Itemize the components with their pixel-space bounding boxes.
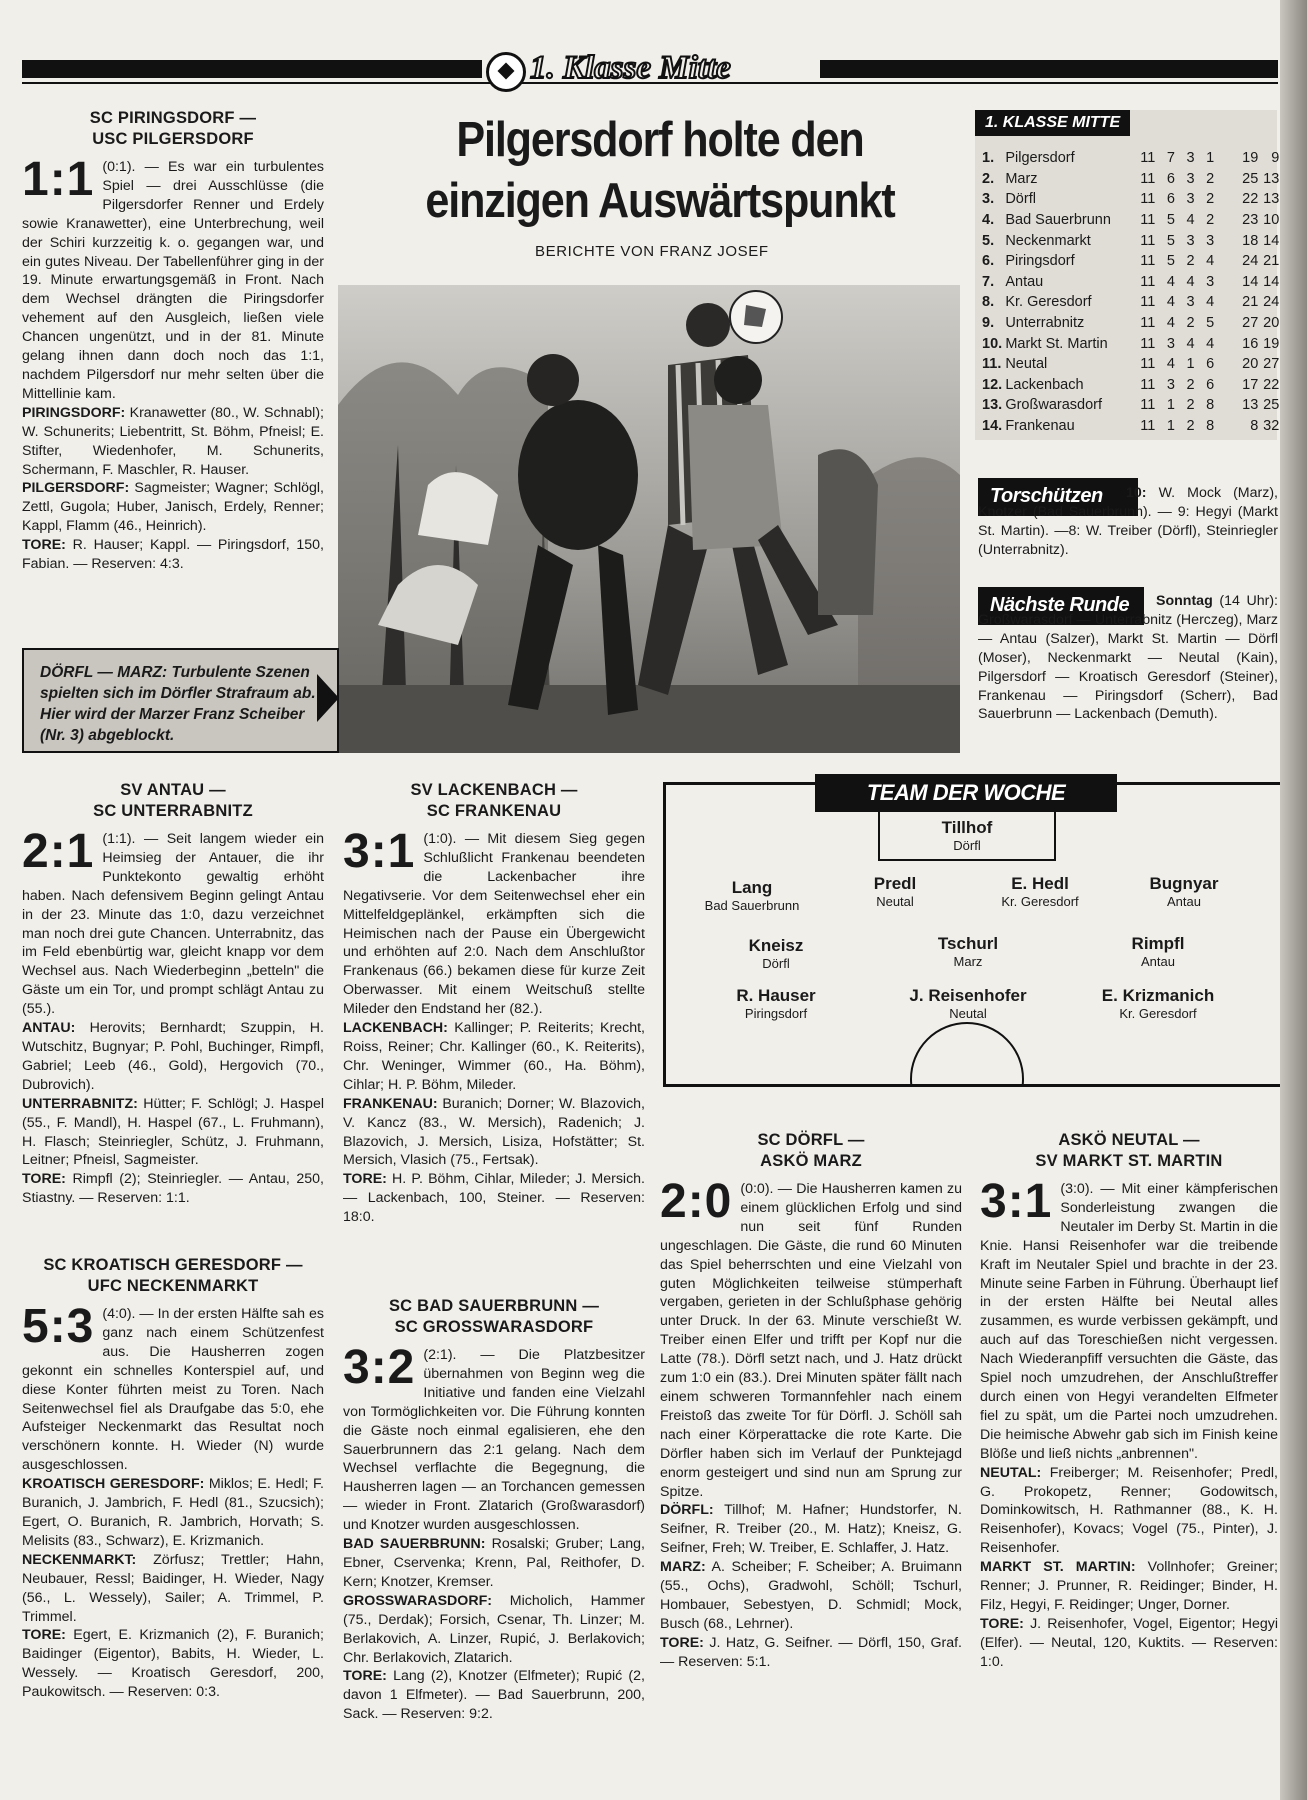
byline: BERICHTE VON FRANZ JOSEF [535,243,769,260]
standings-cell: 20 [1242,356,1259,373]
game-score: 2:1 [22,825,95,878]
standings-team: Neckenmarkt [1005,232,1091,249]
standings-cell: 3. [982,191,995,208]
lineup-away: Hütter; F. Schlögl; J. Haspel (55., F. Mandl), H. Haspel (67., L. Fruhmann), H. Flasch; Steinriegler, Schütz, J. Fruhmann, Leitner; Pfneisl, Sagmeister. [22,1095,324,1169]
standings-team: Pilgersdorf [1005,150,1075,167]
next-round-lead: Sonntag [1156,593,1213,609]
team-player: Tillhof Dörfl [941,818,993,853]
standings-cell: 3 [1206,273,1215,290]
goals-text: H. P. Böhm, Cihlar, Mileder; J. Mersich. — Lackenbach, 100, Steiner. — Reserven: 18:0. [343,1171,645,1226]
standings-cell: 9. [982,315,995,332]
standings-team: Piringsdorf [1005,253,1075,270]
scorers-text: W. Mock (Marz), Knotzer (Bad Sauerbrunn). — 9: Hegyi (Markt St. Martin). —8: W. Treiber (Dörfl), Steinriegler (Unterrabnitz). [978,485,1278,558]
game-title-home: SV LACKENBACH — [410,781,578,799]
standings-cell: 24 [1242,253,1259,270]
standings-row [982,251,1307,272]
lineup-home: Kallinger; P. Reiterits; Krecht, Roiss, Reiner; Chr. Kallinger (60., K. Reiterits), Chr. Weninger, Wimmer (60., Ha. Böhm), Cihlar; H. P. Böhm, Mileder. [343,1020,645,1093]
standings-cell: 11 [1140,397,1156,414]
standings-cell: 27 [1242,315,1259,332]
standings-team: Markt St. Martin [1005,335,1108,352]
standings-cell: 6 [1206,376,1215,393]
standings-cell: 4 [1206,294,1215,311]
lineup-away-label: MARKT ST. MARTIN: [980,1559,1136,1576]
standings-row [982,292,1307,313]
lineup-home: Rosalski; Gruber; Lang, Ebner, Cservenka; Krenn, Pal, Reithofer, D. Kern; Knotzer, Kremser. [343,1536,645,1590]
game-report-text: (4:0). — In der ersten Hälfte sah es ganz nach einem Schützenfest aus. Die Hausherren zogen gekonnt ein schnelles Konterspiel auf, und diese Konter führten meist zu Toren. Nach Seitenwechsel fiel als Draufgabe das 5:0, ehe Aufsteiger Neckenmarkt das Resultat noch verschönern konnte. H. Wieder (N) wurde ausgeschlossen. [22,1306,324,1474]
standings-cell: 11 [1140,170,1156,187]
lineup-home: Herovits; Bernhardt; Szuppin, H. Wutschitz, Bugnyar; P. Pohl, Buchinger, Rimpfl, Gabriel; Leeb (46., Gold), Hergovich (70., Dubrovich). [22,1020,324,1093]
standings-cell: 17 [1242,376,1259,393]
standings-cell: 4 [1166,356,1175,373]
game-title-away: SC FRANKENAU [426,802,562,820]
standings-cell: 3 [1186,232,1195,249]
standings-cell: 20 [1263,315,1280,332]
team-of-week-title: TEAM DER WOCHE [815,774,1117,812]
standings-cell: 11 [1140,418,1156,435]
standings-cell: 13 [1263,170,1280,187]
goals-label: TORE: [22,1627,66,1644]
photo-caption-box [22,648,339,753]
next-round-block [978,592,1278,724]
standings-cell: 2 [1206,191,1215,208]
standings-cell: 11 [1140,294,1156,311]
standings-cell: 8. [982,294,995,311]
standings-cell: 4. [982,212,995,229]
standings-team: Marz [1005,170,1038,187]
standings-cell: 11 [1140,356,1156,373]
standings-row [982,354,1307,375]
goals-text: Lang (2), Knotzer (Elfmeter); Rupić (2, davon 1 Elfmeter). — Bad Sauerbrunn, 200, Sack. — Reserven: 9:2. [343,1668,645,1723]
standings-cell: 1. [982,150,995,167]
standings-cell: 7 [1166,150,1175,167]
game-title-home: SC PIRINGSDORF — [89,109,257,127]
standings-row [982,416,1307,437]
section-title: 1. Klasse Mitte [530,50,731,86]
goals-label: TORE: [980,1615,1024,1632]
standings-cell: 4 [1166,273,1175,290]
standings-cell: 6 [1166,191,1175,208]
standings-cell: 2 [1186,418,1195,435]
standings-cell: 4 [1186,273,1195,290]
team-player: Lang Bad Sauerbrunn [704,878,800,913]
standings-cell: 16 [1242,335,1259,352]
standings-cell: 10. [982,335,1003,352]
scorers-label: Torschützen [978,478,1138,516]
goals-text: R. Hauser; Kappl. — Piringsdorf, 150, Fabian. — Reserven: 4:3. [22,537,324,573]
lineup-away: Buranich; Dorner; W. Blazovich, V. Kancz (83., W. Mersich), Radenich; J. Blazovich, J. Mersich, Lisiza, Hofstätter; St. Mersich, Vlasich (75., Fertsak). [343,1095,645,1169]
standings-cell: 5 [1166,232,1175,249]
football-icon [486,52,526,92]
match-photo [338,285,960,753]
goals-label: TORE: [660,1634,704,1651]
standings-team: Antau [1005,273,1044,290]
game-score: 3:1 [343,825,416,878]
standings-cell: 2 [1186,253,1195,270]
game-title-away: ASKÖ MARZ [760,1152,862,1170]
lineup-away-label: FRANKENAU: [343,1095,438,1112]
standings-cell: 5 [1166,212,1175,229]
standings-cell: 21 [1242,294,1259,311]
standings-cell: 32 [1263,418,1280,435]
game-title-home: SC BAD SAUERBRUNN — [388,1297,600,1315]
standings-row [982,230,1307,251]
standings-row [982,210,1307,231]
lineup-home-label: DÖRFL: [660,1502,714,1519]
standings-team: Lackenbach [1005,376,1084,393]
game-title-home: SV ANTAU — [120,781,226,799]
standings-cell: 23 [1242,212,1259,229]
game-report-piringsdorf-pilgersdorf [22,108,324,574]
standings-cell: 13. [982,397,1003,414]
lineup-away: Micholich, Hammer (75., Derdak); Forsich, Csenar, Th. Linzer; M. Berlakovich, A. Linzer, Rupić, J. Berlakovich; Chr. Berlakovich, Zlatarich. [343,1592,645,1666]
standings-cell: 6. [982,253,995,270]
standings-cell: 12. [982,376,1003,393]
standings-cell: 3 [1186,191,1195,208]
standings-cell: 2. [982,170,995,187]
scorers-block [978,484,1278,560]
standings-cell: 11. [982,356,1002,373]
standings-cell: 9 [1271,150,1280,167]
standings-cell: 3 [1186,170,1195,187]
game-report-text: (3:0). — Mit einer kämpferischen Sonderleistung zwangen die Neutaler im Derby St. Martin in die Knie. Hansi Reisenhofer war die treibende Kraft im Neutaler Spiel und brachte in der 23. Minute seine Farben in Führung. Überhaupt lief in der ersten Hälfte bei Neutal alles zusammen, es wurde verbissen gekämpft, und auch auf das Toreschießen nicht vergessen. Nach Wiederanpfiff versuchten die Gäste, das Spiel noch umzudrehen, der Anschlußtreffer durch einen von Hegyi verandelten Elfmeter fiel zu spät, um die Partei noch umzudrehen. Die heimische Abwehr gab sich im Finish keine Blöße und ließ nichts „anbrennen". [980,1181,1278,1462]
lineup-home-label: ANTAU: [22,1020,76,1037]
next-round-text: (14 Uhr): Großwarasdorf — Unterrabnitz (Herczeg), Marz — Antau (Salzer), Markt St. Martin — Dörfl (Moser), Neckenmarkt — Neutal (Kain), Pilgersdorf — Kroatisch Geresdorf (Steiner), Frankenau — Piringsdorf (Scherr), Bad Sauerbrunn — Lackenbach (Demuth). [978,593,1278,723]
center-circle-marking [908,1018,1028,1084]
standings-cell: 19 [1263,335,1280,352]
standings-cell: 11 [1140,212,1156,229]
standings-cell: 1 [1186,356,1195,373]
standings-cell: 1 [1206,150,1215,167]
goals-label: TORE: [22,537,66,554]
standings-cell: 6 [1206,356,1215,373]
standings-cell: 2 [1206,170,1215,187]
team-player: J. Reisenhofer Neutal [909,986,1027,1021]
game-score: 2:0 [660,1175,733,1228]
standings-cell: 11 [1140,232,1156,249]
game-report-text: (1:1). — Seit langem wieder ein Heimsieg der Antauer, die ihr Punktekonto gewaltig erhöht haben. Nach defensivem Beginn gelingt Antau in der 23. Minute das 1:0, dazu verzeichnet man noch drei gute Chancen. Unterrabnitz, das im Feld ebenbürtig war, gleicht knapp vor dem Wechsel aus. Nach Wiederbeginn „betteln" die Gäste um ein Tor, und prompt schlägt Antau zu (55.). [22,831,324,1018]
standings-cell: 1 [1166,418,1175,435]
standings-cell: 5 [1206,315,1215,332]
lineup-home: Freiberger; M. Reisenhofer; Predl, G. Prokopetz, Renner; Godowitsch, Dominkowitsch, H. Rathmanner (88., K. H. Reisenhofer), Kovacs; Vogel (75., Pinter), J. Reisenhofer. [980,1464,1278,1557]
lineup-away: Zörfusz; Trettler; Hahn, Neubauer, Ressl; Baidinger, H. Wieder, Nagy (56., L. Wessely), Sailer; A. Trimmel, P. Trimmel. [22,1551,324,1625]
game-title-away: SC UNTERRABNITZ [93,802,253,820]
game-title-home: ASKÖ NEUTAL — [1058,1131,1200,1149]
standings-team: Bad Sauerbrunn [1005,212,1111,229]
goals-label: TORE: [343,1171,387,1188]
game-title-away: SC GROSSWARASDORF [394,1318,594,1336]
game-score: 5:3 [22,1300,95,1353]
standings-cell: 27 [1263,356,1280,373]
team-player: Tschurl Marz [937,934,999,969]
lineup-away-label: GROSSWARASDORF: [343,1592,492,1609]
standings-cell: 13 [1263,191,1280,208]
banner-rule-left [22,60,482,78]
banner-rule-right [820,60,1278,78]
standings-cell: 2 [1186,315,1195,332]
standings-cell: 11 [1140,376,1156,393]
standings-cell: 6 [1166,170,1175,187]
standings-cell: 11 [1140,150,1156,167]
game-title-away: SV MARKT ST. MARTIN [1035,1152,1223,1170]
standings-table [982,148,1307,436]
standings-row [982,313,1307,334]
game-report-text: (0:1). — Es war ein turbulentes Spiel — drei Ausschlüsse (die Pilgersdorfer Renner und Erdely sowie Kranawetter), eine Unterbrechung, weil der Schiri kurzzeitig k. o. gegangen war, und ein gutes Niveau. Der Tabellenführer ging in der 19. Minute erwartungsgemäß in Front. Nach dem Wechsel drängten die Piringsdorfer vehement auf den Ausgleich, ließen viele Chancen ungenützt, und in der 81. Minute gelang ihnen dann doch noch das 1:1, nachdem Pilgersdorf nur mehr selten über die Mittellinie kam. [22,159,324,402]
standings-cell: 8 [1250,418,1259,435]
goals-text: J. Hatz, G. Seifner. — Dörfl, 150, Graf. — Reserven: 5:1. [660,1634,963,1670]
lineup-home-label: KROATISCH GERESDORF: [22,1476,205,1493]
standings-cell: 10 [1263,212,1280,229]
standings-cell: 21 [1263,253,1280,270]
game-report-geresdorf-neckenmarkt [22,1255,324,1702]
lineup-home-label: PIRINGSDORF: [22,404,126,421]
game-score: 3:2 [343,1341,416,1394]
standings-cell: 7. [982,273,995,290]
goals-text: Rimpfl (2); Steinriegler. — Antau, 250, Stiastny. — Reserven: 1:1. [22,1171,324,1207]
page-edge [1280,0,1307,1800]
standings-cell: 19 [1242,150,1259,167]
team-player: Predl Neutal [873,874,917,909]
game-report-text: (2:1). — Die Platzbesitzer übernahmen von Beginn weg die Initiative und fanden eine Vielzahl von Tormöglichkeiten vor. Die Führung konnten die Gäste noch einmal egalisieren, ehe den Sauerbrunnern das 2:1 gelang. Nach dem Wechsel verflachte die Begegnung, die Hausherren lagen — an Torchancen gemessen — wieder in Front. Zlatarich (Großwarasdorf) und Knotzer wurden ausgeschlossen. [343,1347,645,1534]
caption-arrow-icon [317,674,339,722]
standings-cell: 11 [1140,335,1156,352]
standings-cell: 3 [1186,150,1195,167]
game-report-doerfl-marz [660,1130,962,1672]
standings-cell: 22 [1242,191,1259,208]
standings-title: 1. KLASSE MITTE [975,110,1130,136]
standings-cell: 3 [1206,232,1215,249]
game-report-text: (1:0). — Mit diesem Sieg gegen Schlußlicht Frankenau beendeten die Lackenbacher ihre Negativserie. Vor dem Seitenwechsel eher ein Mittelfeldgeplänkel, erkämpften sich die Heimischen nach der Pause ein Übergewicht und erhöhten auf 2:0. Nach dem Anschlußtor Frankenaus (66.) bekamen diese für kurze Zeit Oberwasser. Mit einem Weitschuß stellte Mileder den Endstand her (82.). [343,831,645,1018]
lineup-home: Kranawetter (80., W. Schnabl); W. Schunerits; Liebentritt, St. Böhm, Pfneisl; E. Stifter, Wiedenhofer, M. Schunerits, Schermann, F. Maschler, R. Hauser. [22,404,324,478]
lineup-home-label: NEUTAL: [980,1464,1042,1481]
lineup-home: Miklos; E. Hedl; F. Buranich, J. Jambrich, F. Hedl (81., Szucsich); Egert, O. Buranich, R. Jambrich, Horvath; S. Melisits (83., Schwarz), E. Krizmanich. [22,1476,324,1549]
standings-cell: 14. [982,418,1003,435]
photo-caption: DÖRFL — MARZ: Turbulente Szenen spielten sich im Dörfler Strafraum ab. Hier wird der Marzer Franz Scheiber (Nr. 3) abgeblockt. [40,664,316,744]
game-report-text: (0:0). — Die Hausherren kamen zu einem glücklichen Erfolg und sind nun seit fünf Runden ungeschlagen. Die Gäste, die rund 60 Minuten das Spiel beherrschten und eine Vielzahl von guten Möglichkeiten teilweise stümperhaft vergaben, gerieten in der Schlußphase gehörig unter Druck. In der 63. Minute verschießt W. Treiber einen Elfer und trifft per Kopf nur die Latte (78.). Dörfl setzt nach, und J. Hatz drückt zum 1:0 ein (83.). Drei Minuten später fällt nach einem schweren Tormannfehler nach einem Freistoß das zweite Tor für Dörfl. J. Schöll sah nach einer Körperattacke die rote Karte. Die Dörfler haben sich im Verlauf der Punktejagd enorm gesteigert und sind nun am Sprung zur Spitze. [660,1181,962,1500]
standings-row [982,375,1307,396]
standings-cell: 11 [1140,315,1156,332]
standings-cell: 11 [1140,253,1156,270]
game-report-sauerbrunn-grosswarasdorf [343,1296,645,1724]
lineup-home-label: BAD SAUERBRUNN: [343,1536,486,1553]
team-player: R. Hauser Piringsdorf [736,986,816,1021]
standings-cell: 1 [1166,397,1175,414]
standings-cell: 3 [1166,376,1175,393]
standings-cell: 3 [1166,335,1175,352]
goals-label: TORE: [343,1668,387,1685]
standings-cell: 4 [1166,315,1175,332]
standings-cell: 14 [1263,232,1280,249]
next-round-label: Nächste Runde [978,587,1144,625]
standings-cell: 22 [1263,376,1280,393]
standings-cell: 4 [1166,294,1175,311]
standings-cell: 14 [1263,273,1280,290]
standings-cell: 5 [1166,253,1175,270]
standings-team: Dörfl [1005,191,1036,208]
standings-cell: 2 [1206,212,1215,229]
lineup-home-label: LACKENBACH: [343,1020,448,1037]
game-report-antau-unterrabnitz [22,780,324,1208]
standings-cell: 25 [1263,397,1280,414]
standings-row [982,189,1307,210]
standings-cell: 5. [982,232,995,249]
lineup-away-label: NECKENMARKT: [22,1551,137,1568]
standings-row [982,272,1307,293]
standings-cell: 14 [1242,273,1259,290]
lineup-away-label: PILGERSDORF: [22,480,130,497]
standings-team: Unterrabnitz [1005,315,1085,332]
standings-cell: 8 [1206,418,1215,435]
team-player: Kneisz Dörfl [748,936,804,971]
scorers-lead: 10: [1126,485,1147,501]
standings-cell: 4 [1206,335,1215,352]
lineup-away: Vollnhofer; Greiner; Renner; J. Prunner, R. Reidinger; Binder, H. Filz, Hegyi, F. Reidinger; Unger, Dorner. [980,1559,1278,1613]
goals-text: Egert, E. Krizmanich (2), F. Buranich; Baidinger (Eigentor), Babits, H. Wieder, L. Wessely. — Kroatisch Geresdorf, 200, Paukowitsch. — Reserven: 0:3. [22,1627,324,1701]
team-player: Bugnyar Antau [1149,874,1219,909]
team-player: E. Hedl Kr. Geresdorf [1001,874,1079,909]
standings-cell: 2 [1186,376,1195,393]
team-player: Rimpfl Antau [1131,934,1185,969]
standings-team: Kr. Geresdorf [1005,294,1092,311]
standings-row [982,148,1307,169]
game-title-away: USC PILGERSDORF [92,130,254,148]
standings-cell: 4 [1186,335,1195,352]
standings-cell: 4 [1186,212,1195,229]
standings-team: Großwarasdorf [1005,397,1103,414]
standings-cell: 13 [1242,397,1259,414]
lineup-away: A. Scheiber; F. Scheiber; A. Bruimann (55., Ochs), Gradwohl, Schöll; Tschurl, Hombauer, Sebestyen, D. Schmidl; Mock, Busch (68., Lehrner). [660,1559,962,1632]
standings-team: Frankenau [1005,418,1075,435]
team-player: E. Krizmanich Kr. Geresdorf [1101,986,1215,1021]
standings-cell: 2 [1186,397,1195,414]
lineup-away: Sagmeister; Wagner; Schlögl, Zettl, Gugola; Huber, Janisch, Erdely, Renner; Kappl, Flamm (46., Heinrich). [22,480,324,535]
game-score: 1:1 [22,153,95,206]
standings-cell: 11 [1140,191,1156,208]
standings-cell: 8 [1206,397,1215,414]
game-title-home: SC DÖRFL — [757,1131,865,1149]
standings-cell: 25 [1242,170,1259,187]
standings-row [982,169,1307,190]
game-title-home: SC KROATISCH GERESDORF — [43,1256,303,1274]
headline: Pilgersdorf holte den einzigen Auswärtspunkt [425,113,895,228]
game-report-neutal-stmartin [980,1130,1278,1672]
standings-cell: 4 [1206,253,1215,270]
standings-cell: 24 [1263,294,1280,311]
game-score: 3:1 [980,1175,1053,1228]
standings-cell: 18 [1242,232,1259,249]
goals-label: TORE: [22,1171,66,1188]
standings-cell: 11 [1140,273,1156,290]
goals-text: J. Reisenhofer, Vogel, Eigentor; Hegyi (Elfer). — Neutal, 120, Kuktits. — Reserven: 1:0. [980,1615,1278,1670]
game-report-lackenbach-frankenau [343,780,645,1227]
lineup-away-label: UNTERRABNITZ: [22,1095,138,1112]
game-title-away: UFC NECKENMARKT [87,1277,259,1295]
lineup-away-label: MARZ: [660,1559,706,1576]
standings-row [982,395,1307,416]
standings-cell: 3 [1186,294,1195,311]
lineup-home: Tillhof; M. Hafner; Hundstorfer, N. Seifner, R. Treiber (20., M. Hatz); Kneisz, G. Seifner, Freh; W. Treiber, E. Schlaffer, J. Hatz. [660,1502,962,1557]
standings-team: Neutal [1005,356,1048,373]
standings-row [982,333,1307,354]
